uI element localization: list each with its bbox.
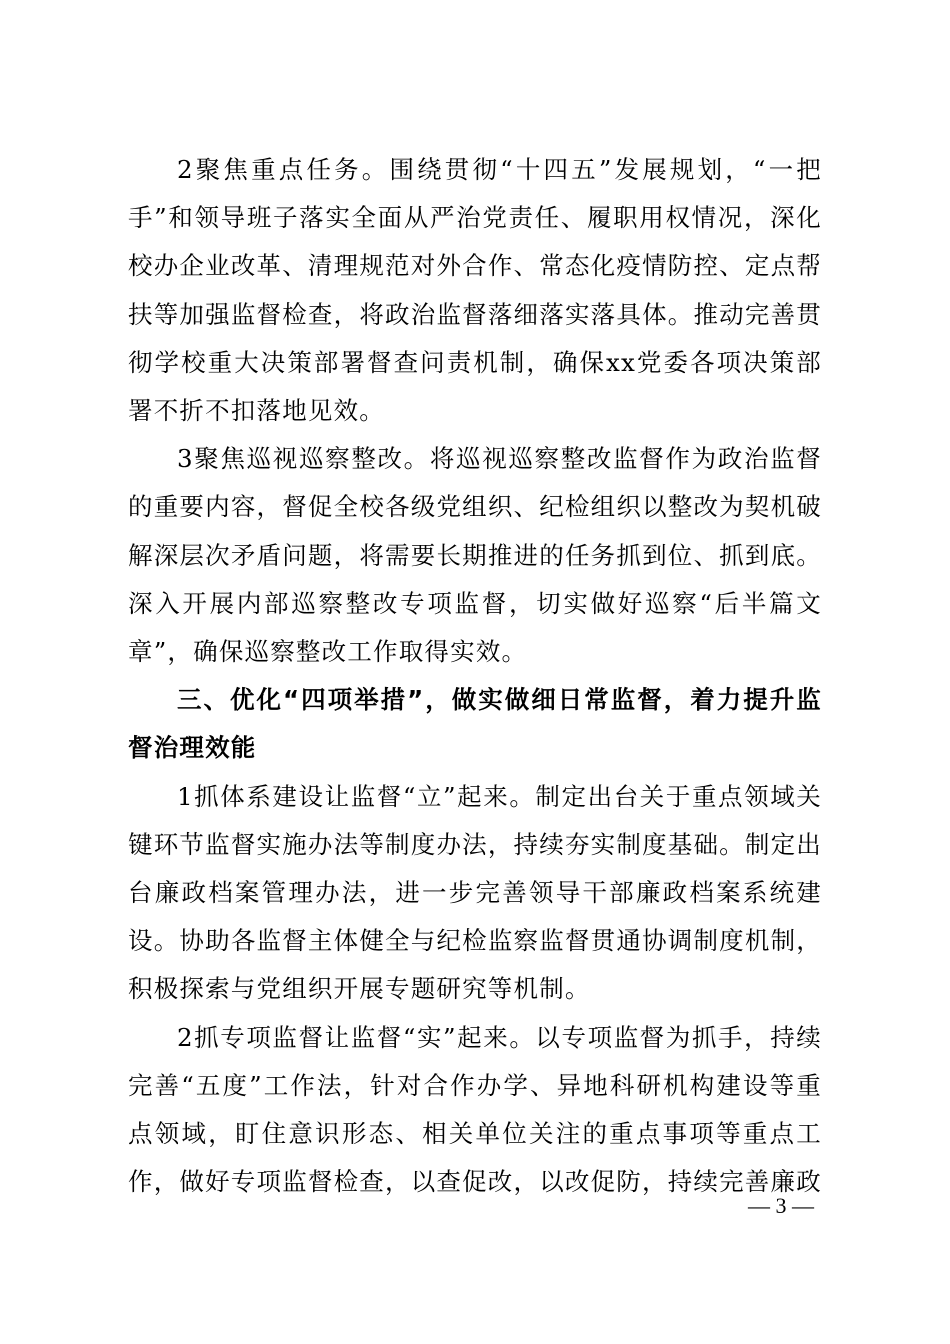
document-body (128, 146, 822, 1206)
paragraph-system-building: 1抓体系建设让监督“立”起来。制定出台关于重点领域关键环节监督实施办法等制度办法，持续夯实制度基础。制定出台廉政档案管理办法，进一步完善领导干部廉政档案系统建设。协助各监督主体健全与纪检监察监督贯通协调制度机制，积极探索与党组织开展专题研究等机制。 (128, 781, 822, 1004)
paragraph-task-focus: 2聚焦重点任务。围绕贯彻“十四五”发展规划，“一把手”和领导班子落实全面从严治党责任、履职用权情况，深化校办企业改革、清理规范对外合作、常态化疫情防控、定点帮扶等加强监督检查，将政治监督落细落实落具体。推动完善贯彻学校重大决策部署督查问责机制，确保xx党委各项决策部署不折不扣落地见效。 (128, 155, 822, 426)
section-heading-three: 三、优化“四项举措”，做实做细日常监督，着力提升监督治理效能 (128, 685, 822, 763)
page-number: — 3 — (748, 1193, 814, 1218)
paragraph-special-supervision: 2抓专项监督让监督“实”起来。以专项监督为抓手，持续完善“五度”工作法，针对合作办学、异地科研机构建设等重点领域，盯住意识形态、相关单位关注的重点事项等重点工作，做好专项监督检查，以查促改，以改促防，持续完善廉政 (128, 1022, 822, 1197)
paragraph-inspection-rectification: 3聚焦巡视巡察整改。将巡视巡察整改监督作为政治监督的重要内容，督促全校各级党组织、纪检组织以整改为契机破解深层次矛盾问题，将需要长期推进的任务抓到位、抓到底。深入开展内部巡察整改专项监督，切实做好巡察“后半篇文章”，确保巡察整改工作取得实效。 (128, 444, 822, 667)
